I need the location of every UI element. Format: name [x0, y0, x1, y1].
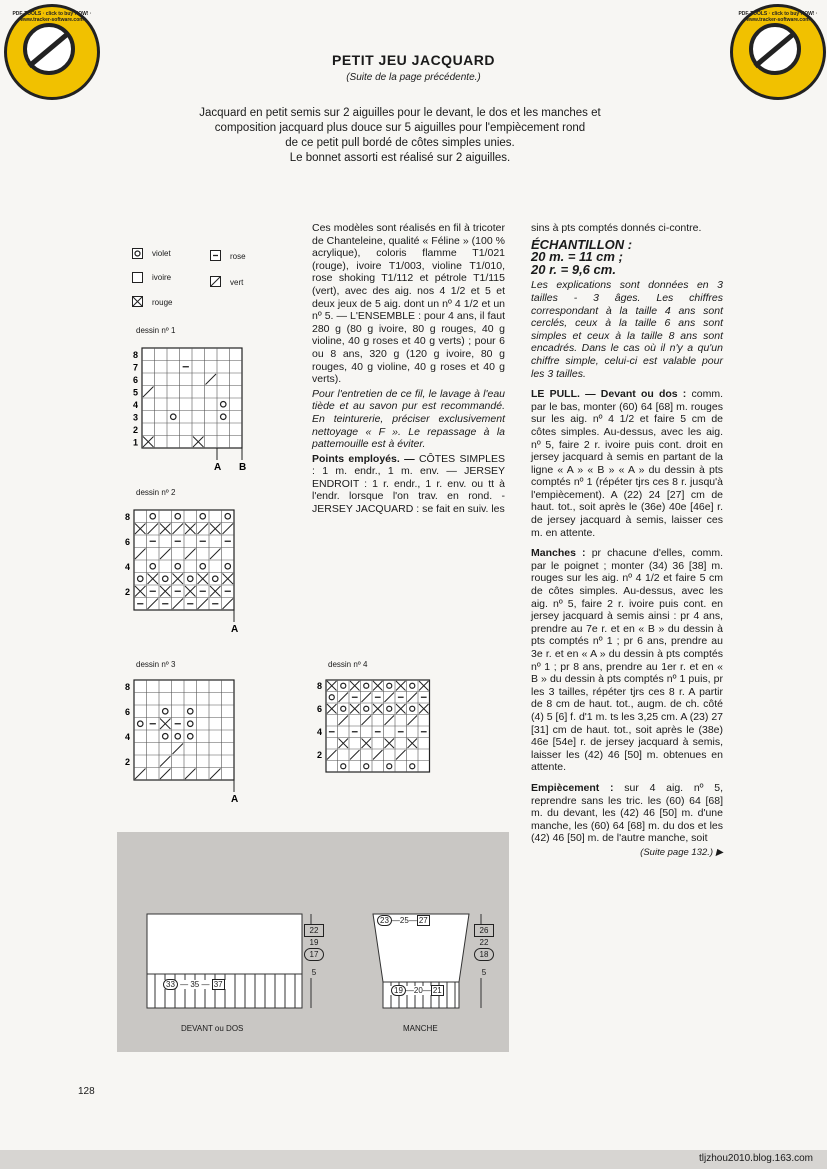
- front-width-8: 37: [213, 980, 223, 989]
- pull-text: comm. par le bas, monter (60) 64 [68] m. rouges sur les aig. nº 4 1/2 et faire 5 cm de côtes simples. Au-dessus, avec les aig. nº 5, faire 2 r. ivoire puis cont. droit en jersey jacquard à semis en partant de la ligne « A » « B » « A » du dessin à pts comptés nº 1 (répéter tjrs ces 8 r. jusqu'à l'empiècement). A (22) 24 [27] cm de haut. tot., soit après le (36e) 40e [46e] r. de jersey jacquard à semis, laisser ces m. en attente.: [531, 388, 723, 539]
- sleeve-height-4: 18: [474, 948, 494, 961]
- legend-vert: vert: [230, 278, 244, 287]
- front-width-6: 35: [190, 980, 200, 989]
- row-label: 6: [133, 375, 139, 385]
- sleeve-bottom-8: 21: [432, 986, 442, 995]
- page-title: PETIT JEU JACQUARD: [331, 52, 496, 68]
- middle-column: [312, 222, 505, 518]
- legend-ivoire: ivoire: [152, 273, 172, 282]
- diagram-2-label: dessin nº 2: [136, 488, 176, 497]
- row-label: 4: [317, 727, 323, 738]
- row-label: 8: [317, 681, 323, 692]
- front-rib-height: 5: [311, 968, 317, 977]
- diagram-2: [122, 500, 257, 650]
- gauge-rows: 20 r. = 9,6 cm.: [531, 261, 616, 277]
- color-legend: [132, 248, 282, 318]
- sleeve-top-8: 27: [418, 916, 428, 925]
- sleeve-top-6: 25: [399, 916, 409, 925]
- repeat-mark-label: B: [239, 462, 247, 473]
- materials-paragraph: Ces modèles sont réalisés en fil à tricoter de Chanteleine, qualité « Féline » (100 % acrylique), coloris flamme T1/021 (rouge), ivoire T1/003, violine T1/010, rose shoking T1/112 et pétrole T1/115 (vert), avec des aig. nos 4 1/2 et 5 et deux jeux de 5 aig. dont un nº 4 1/2 et un nº 5. — L'ENSEMBLE : pour 4 ans, il faut 280 g (80 g ivoire, 80 g rouges, 40 g violine, 40 g roses et 40 g verts) ; pour 6 ou 8 ans, 320 g (120 g ivoire, 80 g rouges, 40 g violine, 40 g roses et 40 g verts).: [312, 222, 505, 386]
- repeat-mark-label: A: [214, 462, 222, 473]
- sleeve-bottom-6: 20: [413, 986, 423, 995]
- row-label: 7: [133, 362, 139, 373]
- row-label: 2: [125, 757, 131, 767]
- legend-rouge: rouge: [152, 298, 173, 307]
- sleeves-text: pr chacune d'elles, comm. par le poignet ; monter (34) 36 [38] m. rouges sur les aig. nº 4 1/2 et faire 5 cm de côtes simples. Au-dessus, avec les aig. nº 5, faire 2 r. ivoire puis cont. en jersey jacquard à semis ainsi : pr 4 ans, prendre au 7e r. et en « B » du dessin à pts comptés nº 1 ; pr 6 ans, prendre au 3e r. et en « A » du dessin à pts comptés nº 1 ; pr 8 ans, prendre au 1er r. et en « B » du dessin à pts comptés nº 1 puis, pr les 3 tailles, répéter tjrs ces 8 r. A partir de 8 cm de haut. tot., augm. de ch. côté (4) 5 [6] f. d'1 m. ts les 3,25 cm. A (23) 27 [31] cm de haut. tot., soit après le (38e) 46e [54e] r. de jersey jacquard à semis, laisser les (42) 46 [50] m. obtenues en attente.: [531, 547, 723, 774]
- stitches-paragraph: [312, 453, 505, 516]
- yoke-heading: Empiècement :: [531, 781, 614, 794]
- pull-paragraph: [531, 388, 723, 539]
- right-column: [531, 222, 723, 860]
- row-label: 5: [133, 387, 139, 398]
- repeat-mark-label: A: [231, 624, 239, 635]
- sleeves-paragraph: [531, 547, 723, 774]
- row-label: 4: [125, 732, 131, 742]
- row-label: 8: [125, 512, 131, 522]
- pattern-schematic: [117, 832, 509, 1052]
- row-label: 1: [133, 437, 139, 448]
- legend-rose: rose: [230, 252, 246, 261]
- sizes-paragraph: Les explications sont données en 3 tailles - 3 âges. Les chiffres correspondant à la taille 4 ans sont cerclés, ceux à la taille 6 ans sont simples et ceux à la taille 8 ans sont encadrés. Dans le cas où il n'y a qu'un chiffre simple, celui-ci est valable pour les 3 tailles.: [531, 279, 723, 380]
- gauge-heading: ÉCHANTILLON :: [531, 236, 633, 252]
- sleeves-heading: Manches :: [531, 547, 586, 560]
- sleeve-label: MANCHE: [403, 1024, 438, 1033]
- row-label: 8: [125, 682, 131, 692]
- badge-text: PDF-TOOLS · click to buy NOW! · www.tracker-software.com: [738, 11, 818, 23]
- footer-url[interactable]: tljzhou2010.blog.163.com: [699, 1153, 813, 1164]
- continued-link[interactable]: (Suite page 132.) ▶: [640, 846, 723, 858]
- intro-text: [140, 106, 660, 166]
- page-subtitle: (Suite de la page précédente.): [346, 72, 481, 83]
- violet-circle-icon: [132, 248, 143, 259]
- sleeve-height-8: 26: [474, 924, 494, 937]
- front-width-4: 33: [163, 979, 178, 990]
- diagram-4: [314, 672, 439, 782]
- intro-line: Le bonnet assorti est réalisé sur 2 aiguilles.: [289, 152, 511, 164]
- diagram-1-label: dessin nº 1: [136, 326, 176, 335]
- row-label: 6: [125, 707, 131, 717]
- row-label: 3: [133, 412, 139, 423]
- pull-heading: LE PULL. — Devant ou dos :: [531, 388, 687, 401]
- row-label: 2: [317, 750, 323, 761]
- front-height: [304, 924, 324, 978]
- repeat-mark-label: A: [231, 794, 239, 805]
- gauge-stitches: 20 m. = 11 cm ;: [531, 249, 623, 265]
- row-label: 6: [317, 704, 323, 715]
- row-label: 4: [133, 400, 139, 410]
- footer-bar: [0, 1150, 827, 1169]
- sleeve-bottom-width: 19 —20— 21: [389, 986, 446, 995]
- diagram-3: [122, 672, 257, 812]
- legend-violet: violet: [152, 249, 171, 258]
- sleeve-bottom-4: 19: [391, 985, 406, 996]
- diagram-1: [130, 346, 260, 476]
- front-height-4: 17: [304, 948, 324, 961]
- intro-line: de ce petit pull bordé de côtes simples unies.: [285, 137, 515, 149]
- sleeve-height-6: 22: [479, 938, 489, 947]
- front-label: DEVANT ou DOS: [181, 1024, 244, 1033]
- yoke-text: sur 4 aig. nº 5, reprendre sans les tric. les (60) 64 [68] m. du devant, les (42) 46 [50] m. d'une manche, les (60) 64 [68] m. du dos et les (42) 46 [50] m. de l'autre manche, soit: [531, 781, 723, 845]
- ivoire-empty-icon: [132, 272, 143, 283]
- vert-slash-icon: [210, 276, 221, 287]
- sleeve-top-4: 23: [377, 915, 392, 926]
- intro-line: composition jacquard plus douce sur 5 aiguilles pour l'empiècement rond: [214, 122, 586, 134]
- front-height-8: 22: [304, 924, 324, 937]
- front-width: 33 — 35 — 37: [161, 980, 227, 989]
- diagram-4-label: dessin nº 4: [328, 660, 368, 669]
- diagram-3-label: dessin nº 3: [136, 660, 176, 669]
- intro-line: Jacquard en petit semis sur 2 aiguilles pour le devant, le dos et les manches et: [199, 107, 601, 119]
- row-label: 2: [125, 587, 131, 597]
- sleeve-top-width: 23 —25— 27: [375, 916, 432, 925]
- front-height-6: 19: [309, 938, 319, 947]
- page-number: 128: [78, 1086, 95, 1097]
- row-label: 4: [125, 562, 131, 572]
- row-label: 8: [133, 350, 139, 360]
- row-label: 2: [133, 425, 139, 435]
- stitches-text: CÔTES SIMPLES : 1 m. endr., 1 m. env. — JERSEY ENDROIT : 1 r. endr., 1 r. env. ou tt à l'endr. lorsque l'on trav. en rond. - JERSEY JACQUARD : se fait en suiv. les: [312, 452, 505, 516]
- stitches-heading: Points employés. —: [312, 452, 415, 465]
- rouge-cross-icon: [132, 296, 143, 307]
- sleeve-rib-height: 5: [481, 968, 487, 977]
- sleeve-height: [474, 924, 494, 978]
- care-paragraph: Pour l'entretien de ce fil, le lavage à l'eau tiède et au savon pur est recommandé. En teinturerie, préciser exclusivement nettoyage « F ». Le repassage à la pattemouille est à éviter.: [312, 387, 505, 451]
- badge-text: PDF-TOOLS · click to buy NOW! · www.tracker-software.com: [12, 11, 92, 23]
- yoke-paragraph: [531, 782, 723, 845]
- row-label: 6: [125, 537, 131, 547]
- continued-text: sins à pts comptés donnés ci-contre.: [531, 222, 702, 234]
- rose-dash-icon: [210, 250, 221, 261]
